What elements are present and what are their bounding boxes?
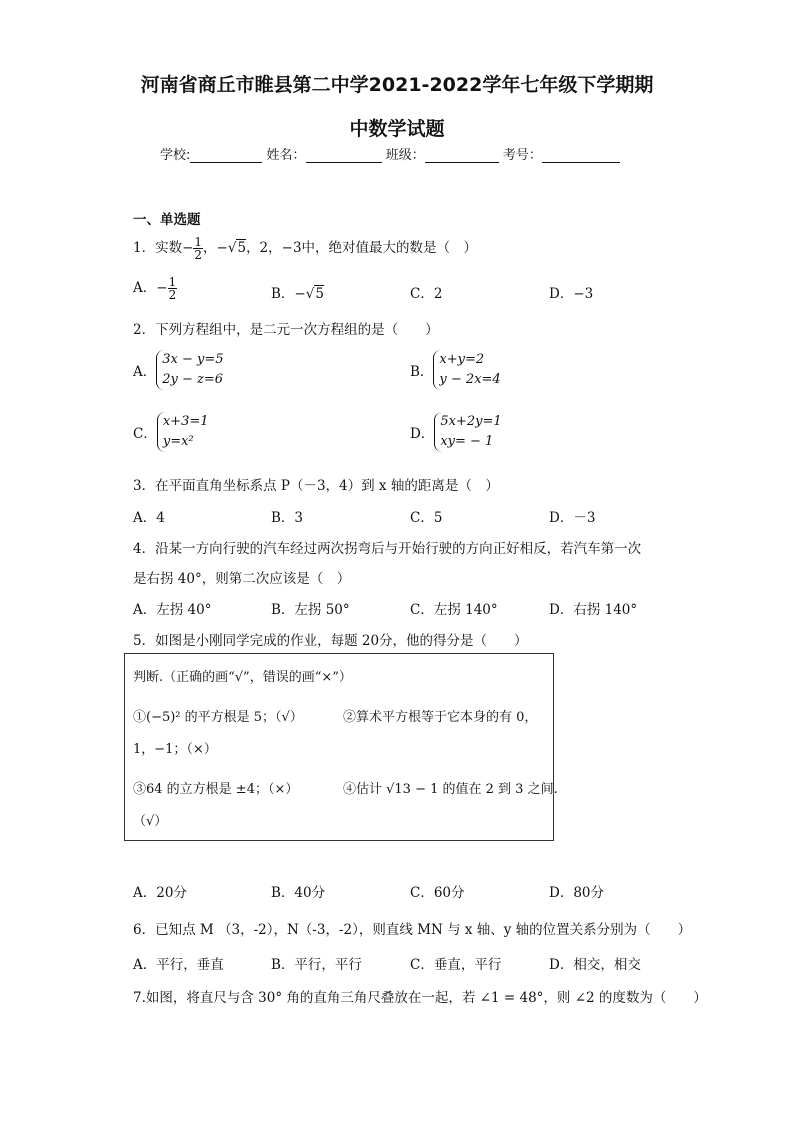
- q5-option-c[interactable]: C．60分: [410, 885, 465, 901]
- question-7: 7.如图，将直尺与含 30° 角的直角三角尺叠放在一起，若 ∠1 = 48°，则 ∠2 的度数为（ ）: [133, 990, 707, 1006]
- q6-option-b[interactable]: B．平行，平行: [271, 957, 362, 973]
- q5-option-b[interactable]: B．40分: [271, 885, 326, 901]
- number-label: 考号：: [502, 148, 542, 163]
- q2-b-system: [433, 350, 500, 390]
- box-item-2b: 1，−1；（×）: [133, 742, 217, 757]
- q2-c-label: C．: [133, 426, 157, 442]
- homework-box: [124, 653, 558, 841]
- q5-option-a[interactable]: A．20分: [133, 885, 187, 901]
- box-item-1: ①(−5)² 的平方根是 5；（√）: [133, 710, 303, 725]
- q2-d-eq2: xy= − 1: [440, 434, 494, 449]
- q4-option-a[interactable]: A．左拐 40°: [133, 602, 212, 618]
- class-blank[interactable]: [425, 148, 499, 163]
- q1-b-label: B．−: [271, 286, 306, 302]
- school-label: 学校:: [160, 148, 191, 163]
- q3-option-d[interactable]: D．－3: [549, 510, 596, 526]
- name-blank[interactable]: [306, 148, 382, 163]
- question-3: 3．在平面直角坐标系点 P（－3，4）到 x 轴的距离是（ ）: [133, 478, 499, 494]
- q1-sqrt: 5: [237, 240, 247, 256]
- q2-c-eq1: x+3=1: [162, 414, 209, 429]
- q4-option-c[interactable]: C．左拐 140°: [410, 602, 498, 618]
- q6-option-d[interactable]: D．相交，相交: [549, 957, 641, 973]
- question-6: 6．已知点 M （3，-2），N（-3，-2），则直线 MN 与 x 轴、y 轴的位置关系分别为（ ）: [133, 922, 692, 938]
- q2-option-c[interactable]: [133, 412, 209, 452]
- q1-frac-den: 2: [194, 248, 203, 262]
- q2-c-eq2: y=x²: [162, 434, 194, 449]
- box-item-4: ④估计 √13 − 1 的值在 2 到 3 之间.: [343, 782, 558, 797]
- q1-option-b[interactable]: B．−√5: [271, 286, 324, 302]
- q6-option-c[interactable]: C．垂直，平行: [410, 957, 502, 973]
- q4-option-d[interactable]: D．右拐 140°: [549, 602, 638, 618]
- school-blank[interactable]: [190, 148, 262, 163]
- q1-option-c[interactable]: C．2: [410, 286, 443, 302]
- section-heading: 一、单选题: [133, 212, 201, 228]
- q4-option-b[interactable]: B．左拐 50°: [271, 602, 350, 618]
- q2-d-system: [434, 412, 501, 452]
- q1-neg: −: [182, 240, 194, 256]
- q1-rest-b: ，2，−3中，绝对值最大的数是（ ）: [246, 240, 478, 256]
- q2-a-eq2: 2y − z=6: [162, 372, 224, 387]
- q1-frac-num: 1: [194, 235, 203, 249]
- q2-option-d[interactable]: [410, 412, 502, 452]
- box-item-3: ③64 的立方根是 ±4；（×）: [133, 782, 299, 797]
- box-item-2a: ②算术平方根等于它本身的有 0，: [343, 710, 538, 725]
- q2-b-label: B．: [410, 364, 434, 380]
- q2-a-system: [156, 350, 223, 390]
- q2-b-eq1: x+y=2: [439, 352, 485, 367]
- doc-title-line1: 河南省商丘市睢县第二中学2021-2022学年七年级下学期期: [140, 74, 654, 96]
- box-title: 判断.（正确的画“√”，错误的画“×”）: [133, 670, 352, 685]
- q2-option-a[interactable]: [133, 350, 224, 390]
- q2-d-eq1: 5x+2y=1: [440, 414, 502, 429]
- q1-fraction: [193, 236, 203, 261]
- question-4-line2: 是右拐 40°，则第二次应该是（ ）: [133, 571, 351, 587]
- q2-b-eq2: y − 2x=4: [439, 372, 501, 387]
- q1-a-den: 2: [168, 288, 177, 302]
- q1-option-d[interactable]: D．−3: [549, 286, 594, 302]
- q2-c-system: [157, 412, 209, 452]
- question-1: 1．实数− $\frac{1}{2}$ ，−√5，2，−3中，绝对值最大的数是（ ）: [133, 235, 478, 262]
- box-item-4b: （√）: [133, 814, 168, 829]
- question-4-line1: 4．沿某一方向行驶的汽车经过两次拐弯后与开始行驶的方向正好相反，若汽车第一次: [133, 541, 642, 557]
- number-blank[interactable]: [542, 148, 620, 163]
- q6-option-a[interactable]: A．平行，垂直: [133, 957, 224, 973]
- q1-option-a[interactable]: [133, 276, 177, 301]
- q1-prefix: 1．实数: [133, 240, 183, 256]
- q1-rest-a: ，−: [203, 240, 228, 256]
- doc-title-line2: 中数学试题: [349, 118, 445, 140]
- q1-a-num: 1: [168, 275, 177, 289]
- q2-option-b[interactable]: [410, 350, 501, 390]
- q3-option-c[interactable]: C．5: [410, 510, 443, 526]
- class-label: 班级：: [385, 148, 425, 163]
- q2-a-label: A．: [133, 364, 157, 380]
- name-label: 姓名：: [266, 148, 306, 163]
- q1-a-fraction: [168, 276, 178, 301]
- q2-a-eq1: 3x − y=5: [162, 352, 224, 367]
- student-info-line: [160, 144, 620, 163]
- q1-a-label: A．−: [133, 280, 168, 296]
- q3-option-a[interactable]: A．4: [133, 510, 165, 526]
- question-5: 5．如图是小刚同学完成的作业，每题 20分，他的得分是（ ）: [133, 633, 528, 649]
- question-2: 2．下列方程组中，是二元一次方程组的是（ ）: [133, 322, 439, 338]
- q5-option-d[interactable]: D．80分: [549, 885, 605, 901]
- q3-option-b[interactable]: B．3: [271, 510, 304, 526]
- q2-d-label: D．: [410, 426, 435, 442]
- q1-b-sqrt: 5: [315, 286, 324, 302]
